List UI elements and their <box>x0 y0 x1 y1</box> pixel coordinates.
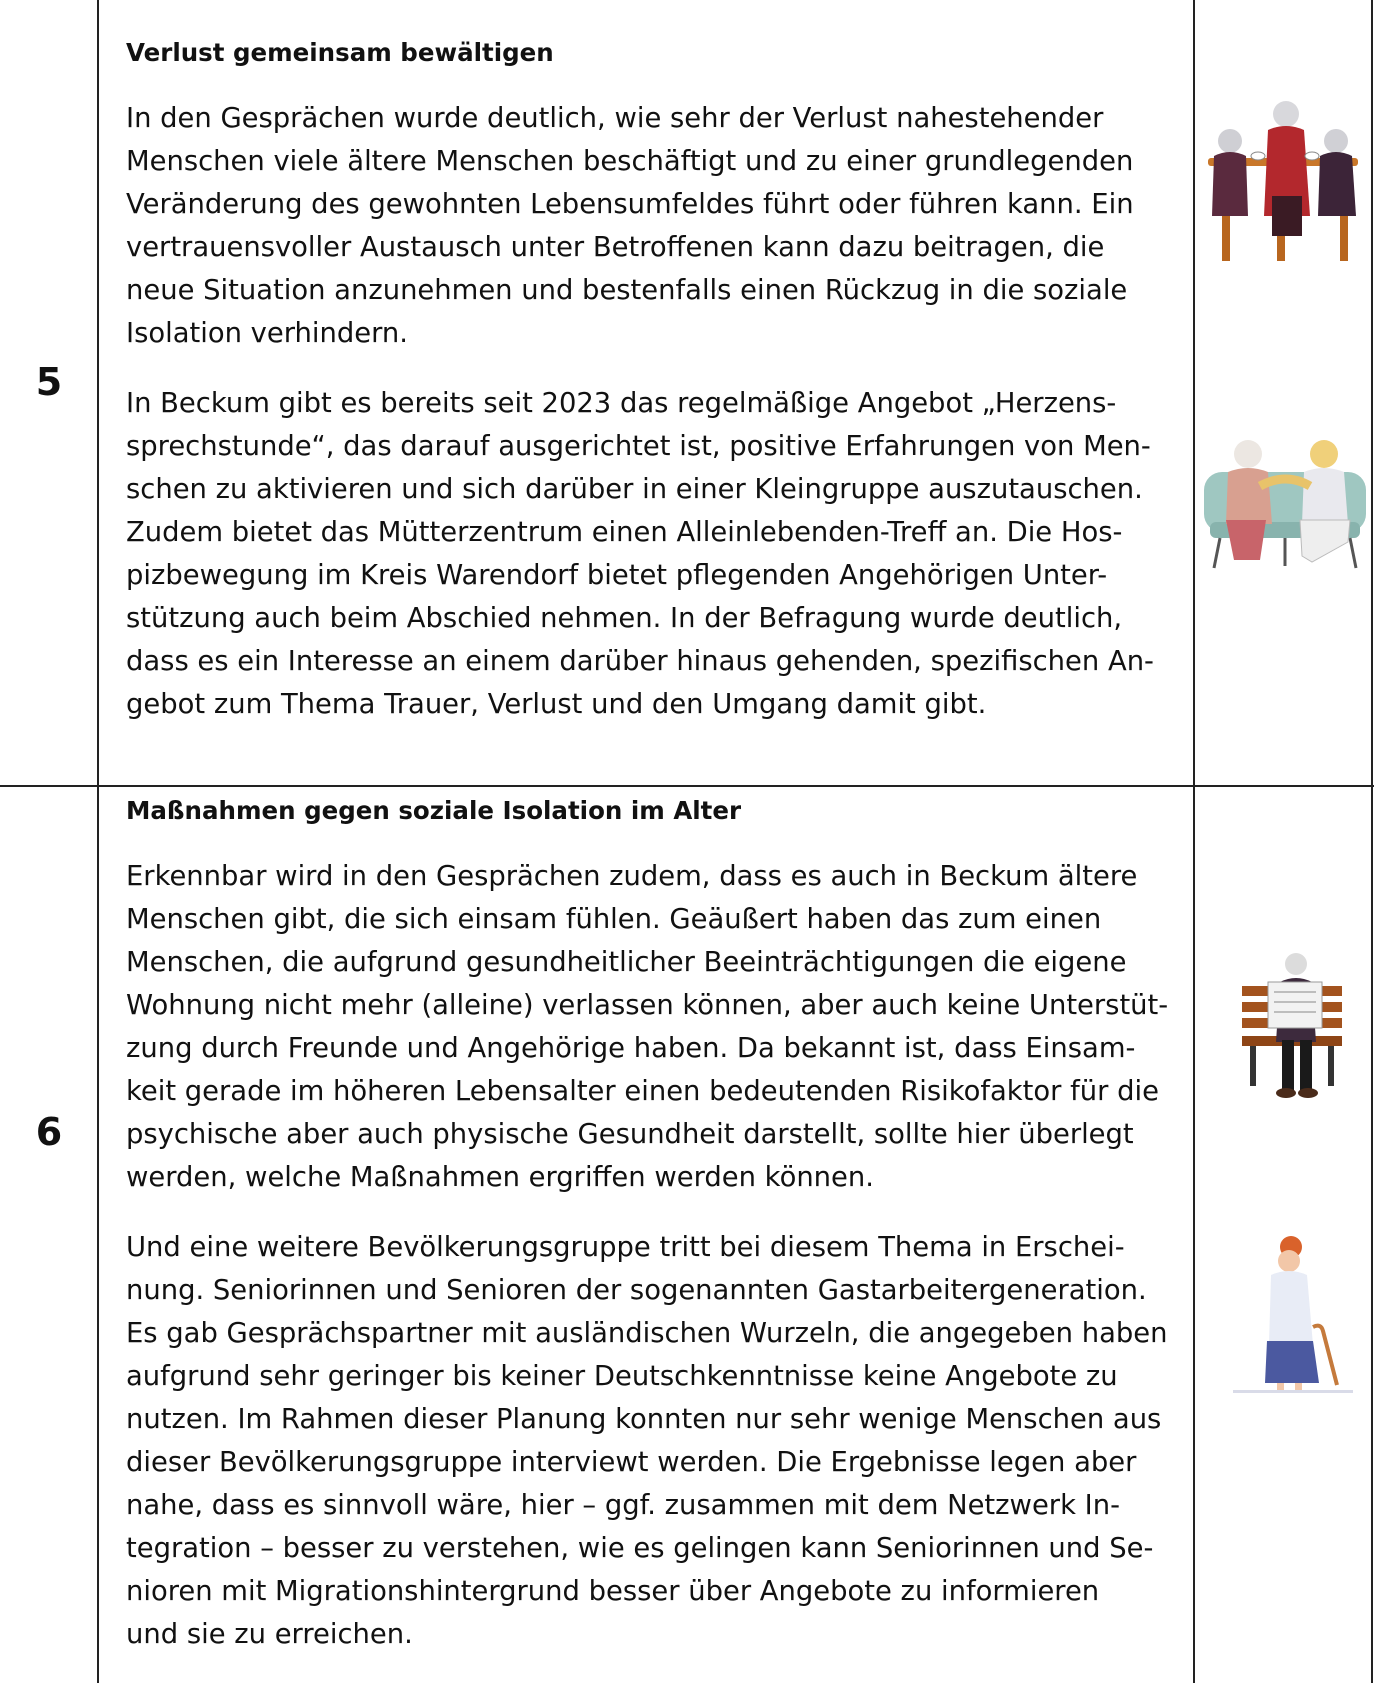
text-line: Erkennbar wird in den Gesprächen zudem, dass es auch in Beckum ältere <box>126 861 1138 892</box>
text-line: vertrauensvoller Austausch unter Betroffenen kann dazu beitragen, die <box>126 232 1105 263</box>
row-divider <box>0 785 1374 787</box>
text-line: psychische aber auch physische Gesundheit darstellt, sollte hier überlegt <box>126 1119 1134 1150</box>
text-line: Menschen, die aufgrund gesundheitlicher Beeinträchtigungen die eigene <box>126 947 1127 978</box>
text-line: nahe, dass es sinnvoll wäre, hier – ggf. zusammen mit dem Netzwerk In- <box>126 1490 1120 1521</box>
paragraph-1 <box>126 855 1186 1199</box>
text-line: nung. Seniorinnen und Senioren der sogenannten Gastarbeitergeneration. <box>126 1275 1147 1306</box>
column-divider-left <box>97 0 99 1683</box>
text-line: dass es ein Interesse an einem darüber hinaus gehenden, spezifischen An- <box>126 646 1154 677</box>
text-line: tegration – besser zu verstehen, wie es gelingen kann Seniorinnen und Se- <box>126 1533 1154 1564</box>
text-line: Es gab Gesprächspartner mit ausländischen Wurzeln, die angegeben haben <box>126 1318 1168 1349</box>
text-line: Menschen viele ältere Menschen beschäftigt und zu einer grundlegenden <box>126 146 1134 177</box>
text-line: werden, welche Maßnahmen ergriffen werden können. <box>126 1162 874 1193</box>
text-line: pizbewegung im Kreis Warendorf bietet pflegenden Angehörigen Unter- <box>126 560 1108 591</box>
text-line: und sie zu erreichen. <box>126 1619 413 1650</box>
text-line: Isolation verhindern. <box>126 318 408 349</box>
section-heading: Verlust gemeinsam bewältigen <box>126 38 554 67</box>
seniors-at-table-illustration-icon <box>1202 96 1370 266</box>
text-line: nutzen. Im Rahmen dieser Planung konnten nur sehr wenige Menschen aus <box>126 1404 1162 1435</box>
text-line: schen zu aktivieren und sich darüber in einer Kleingruppe auszutauschen. <box>126 474 1143 505</box>
two-women-on-sofa-illustration-icon <box>1200 432 1370 572</box>
row-5-content <box>126 38 1186 726</box>
text-line: keit gerade im höheren Lebensalter einen bedeutenden Risikofaktor für die <box>126 1076 1159 1107</box>
paragraph-1 <box>126 97 1186 355</box>
row-number-5: 5 <box>35 360 63 404</box>
text-line: nioren mit Migrationshintergrund besser über Angebote zu informieren <box>126 1576 1100 1607</box>
text-line: Und eine weitere Bevölkerungsgruppe tritt bei diesem Thema in Erschei- <box>126 1232 1125 1263</box>
text-line: stützung auch beim Abschied nehmen. In der Befragung wurde deutlich, <box>126 603 1123 634</box>
column-divider-right <box>1193 0 1195 1683</box>
paragraph-2 <box>126 382 1186 726</box>
text-line: zung durch Freunde und Angehörige haben. Da bekannt ist, dass Einsam- <box>126 1033 1136 1064</box>
text-line: In den Gesprächen wurde deutlich, wie sehr der Verlust nahestehender <box>126 103 1104 134</box>
text-line: sprechstunde“, das darauf ausgerichtet ist, positive Erfahrungen von Men- <box>126 431 1151 462</box>
section-heading: Maßnahmen gegen soziale Isolation im Alter <box>126 796 742 825</box>
man-reading-newspaper-on-bench-illustration-icon <box>1238 952 1348 1102</box>
text-line: Menschen gibt, die sich einsam fühlen. Geäußert haben das zum einen <box>126 904 1102 935</box>
text-line: dieser Bevölkerungsgruppe interviewt werden. Die Ergebnisse legen aber <box>126 1447 1137 1478</box>
text-line: Zudem bietet das Mütterzentrum einen Alleinlebenden-Treff an. Die Hos- <box>126 517 1123 548</box>
row-number-6: 6 <box>35 1110 63 1154</box>
text-line: Wohnung nicht mehr (alleine) verlassen können, aber auch keine Unterstüt- <box>126 990 1169 1021</box>
text-line: gebot zum Thema Trauer, Verlust und den Umgang damit gibt. <box>126 689 987 720</box>
text-line: aufgrund sehr geringer bis keiner Deutschkenntnisse keine Angebote zu <box>126 1361 1118 1392</box>
table-right-border <box>1371 0 1373 1683</box>
paragraph-2 <box>126 1226 1186 1656</box>
row-6-content <box>126 796 1186 1656</box>
elderly-woman-with-cane-illustration-icon <box>1233 1235 1353 1395</box>
text-line: Veränderung des gewohnten Lebensumfeldes führt oder führen kann. Ein <box>126 189 1134 220</box>
text-line: In Beckum gibt es bereits seit 2023 das regelmäßige Angebot „Herzens- <box>126 388 1117 419</box>
text-line: neue Situation anzunehmen und bestenfalls einen Rückzug in die soziale <box>126 275 1128 306</box>
